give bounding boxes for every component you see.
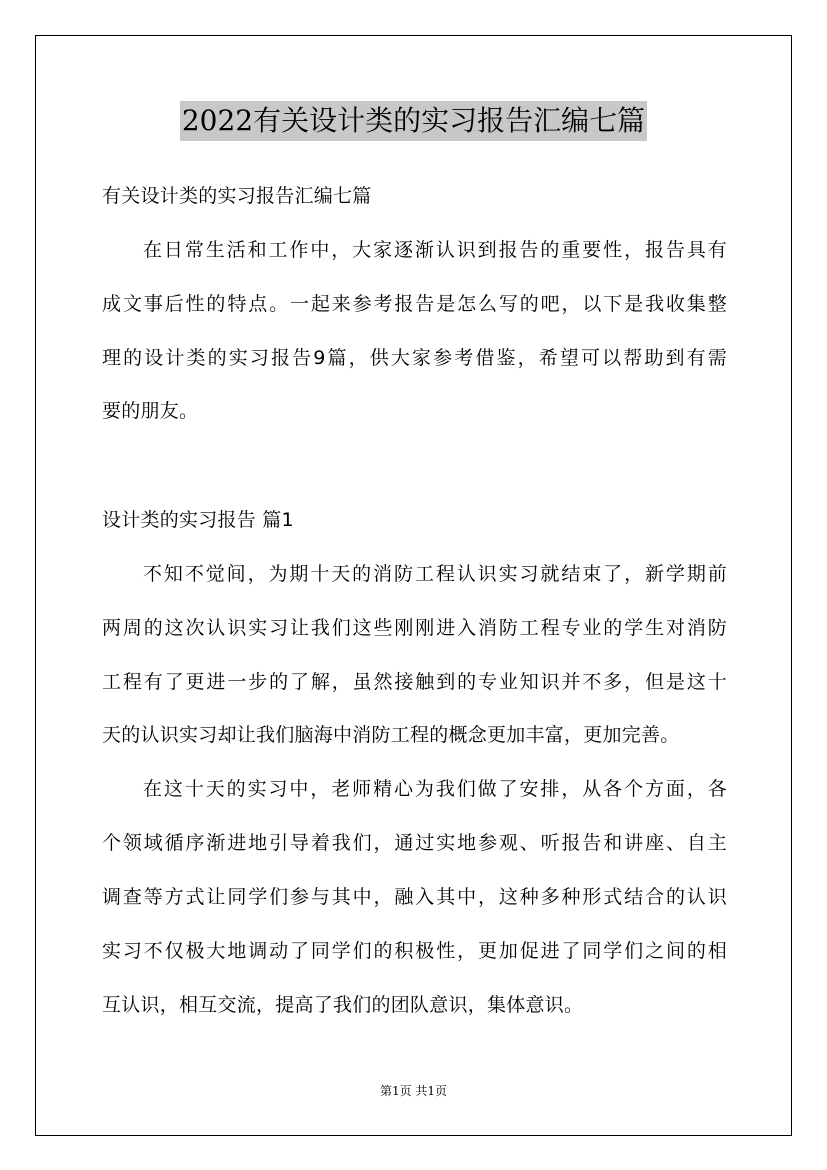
paragraph1-line-1: 不知不觉间，为期十天的消防工程认识实习就结束了，新学期前 — [143, 563, 727, 585]
paragraph2-line-5: 互认识，相互交流，提高了我们的团队意识，集体意识。 — [102, 994, 584, 1016]
paragraph2-line-3: 调查等方式让同学们参与其中，融入其中，这种多种形式结合的认识 — [102, 886, 727, 908]
document-subtitle: 有关设计类的实习报告汇编七篇 — [102, 185, 372, 207]
document-title: 2022有关设计类的实习报告汇编七篇 — [180, 101, 647, 141]
intro-line-2: 成文事后性的特点。一起来参考报告是怎么写的吧，以下是我收集整 — [102, 293, 727, 315]
paragraph1-line-3: 工程有了更进一步的了解，虽然接触到的专业知识并不多，但是这十 — [102, 671, 727, 693]
paragraph2-line-4: 实习不仅极大地调动了同学们的积极性，更加促进了同学们之间的相 — [102, 940, 727, 962]
paragraph1-line-2: 两周的这次认识实习让我们这些刚刚进入消防工程专业的学生对消防 — [102, 617, 727, 639]
paragraph1-line-4: 天的认识实习却让我们脑海中消防工程的概念更加丰富，更加完善。 — [102, 724, 680, 746]
paragraph2-line-2: 个领域循序渐进地引导着我们，通过实地参观、听报告和讲座、自主 — [102, 832, 727, 854]
intro-line-4: 要的朋友。 — [102, 400, 199, 422]
page-number-footer: 第1页 共1页 — [379, 1084, 448, 1098]
intro-line-1: 在日常生活和工作中，大家逐渐认识到报告的重要性，报告具有 — [143, 239, 727, 261]
section-heading: 设计类的实习报告 篇1 — [102, 509, 294, 531]
title-container — [0, 101, 827, 141]
paragraph2-line-1: 在这十天的实习中，老师精心为我们做了安排，从各个方面，各 — [143, 778, 727, 800]
intro-line-3: 理的设计类的实习报告9篇，供大家参考借鉴，希望可以帮助到有需 — [102, 347, 727, 369]
